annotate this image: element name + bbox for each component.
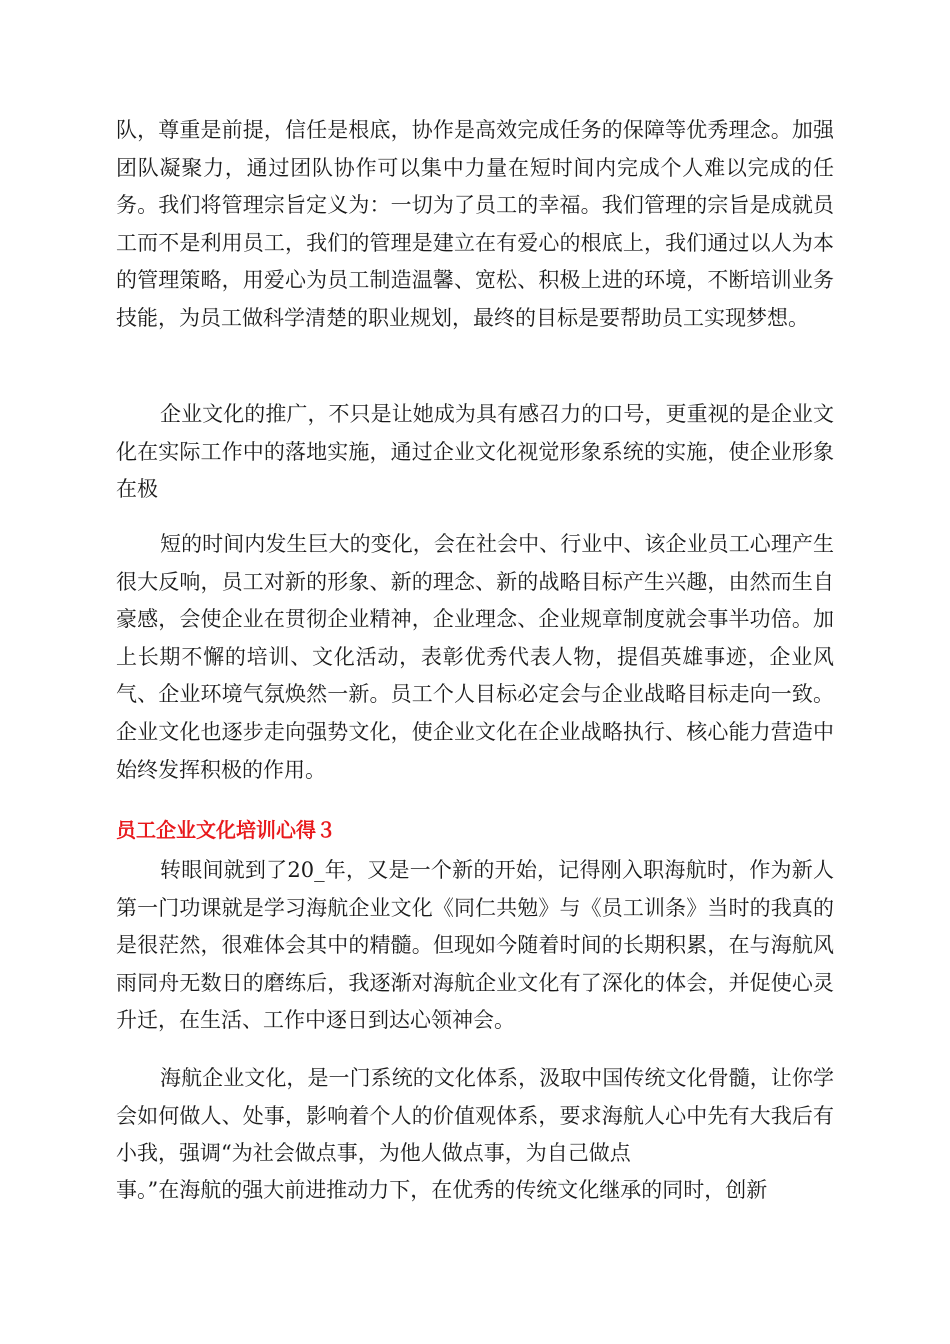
paragraph-hna-culture-system: 海航企业文化，是一门系统的文化体系，汲取中国传统文化骨髓，让你学会如何做人、处事，影响着个人的价值观体系，要求海航人心中先有大我后有小我，强调“为社会做点事，为他人做点事，为自己做点: [116, 1066, 834, 1166]
paragraph-management-philosophy: 队，尊重是前提，信任是根底，协作是高效完成任务的保障等优秀理念。加强团队凝聚力，通过团队协作可以集中力量在短时间内完成个人难以完成的任务。我们将管理宗旨定义为：一切为了员工的幸福。我们管理的宗旨是成就员工而不是利用员工，我们的管理是建立在有爱心的根底上，我们通过以人为本的管理策略，用爱心为员工制造温馨、宽松、积极上进的环境，不断培训业务技能，为员工做科学清楚的职业规划，最终的目标是要帮助员工实现梦想。: [116, 118, 834, 330]
paragraph-hna-onboarding: 转眼间就到了20_年，又是一个新的开始，记得刚入职海航时，作为新人第一门功课就是学习海航企业文化《同仁共勉》与《员工训条》当时的我真的是很茫然，很难体会其中的精髓。但现如今随着时间的长期积累，在与海航风雨同舟无数日的磨练后，我逐渐对海航企业文化有了深化的体会，并促使心灵升迁，在生活、工作中逐日到达心领神会。: [116, 858, 834, 1033]
paragraph-hna-culture-continued: 事。”在海航的强大前进推动力下，在优秀的传统文化继承的同时，创新: [116, 1178, 768, 1202]
paragraph-culture-impact: 短的时间内发生巨大的变化，会在社会中、行业中、该企业员工心理产生很大反响，员工对新的形象、新的理念、新的战略目标产生兴趣，由然而生自豪感，会使企业在贯彻企业精神，企业理念、企业规章制度就会事半功倍。加上长期不懈的培训、文化活动，表彰优秀代表人物，提倡英雄事迹，企业风气、企业环境气氛焕然一新。员工个人目标必定会与企业战略目标走向一致。企业文化也逐步走向强势文化，使企业文化在企业战略执行、核心能力营造中始终发挥积极的作用。: [116, 532, 834, 782]
paragraph-culture-promotion: 企业文化的推广，不只是让她成为具有感召力的口号，更重视的是企业文化在实际工作中的落地实施，通过企业文化视觉形象系统的实施，使企业形象在极: [116, 402, 834, 502]
section-heading-3: 员工企业文化培训心得３: [116, 818, 336, 842]
